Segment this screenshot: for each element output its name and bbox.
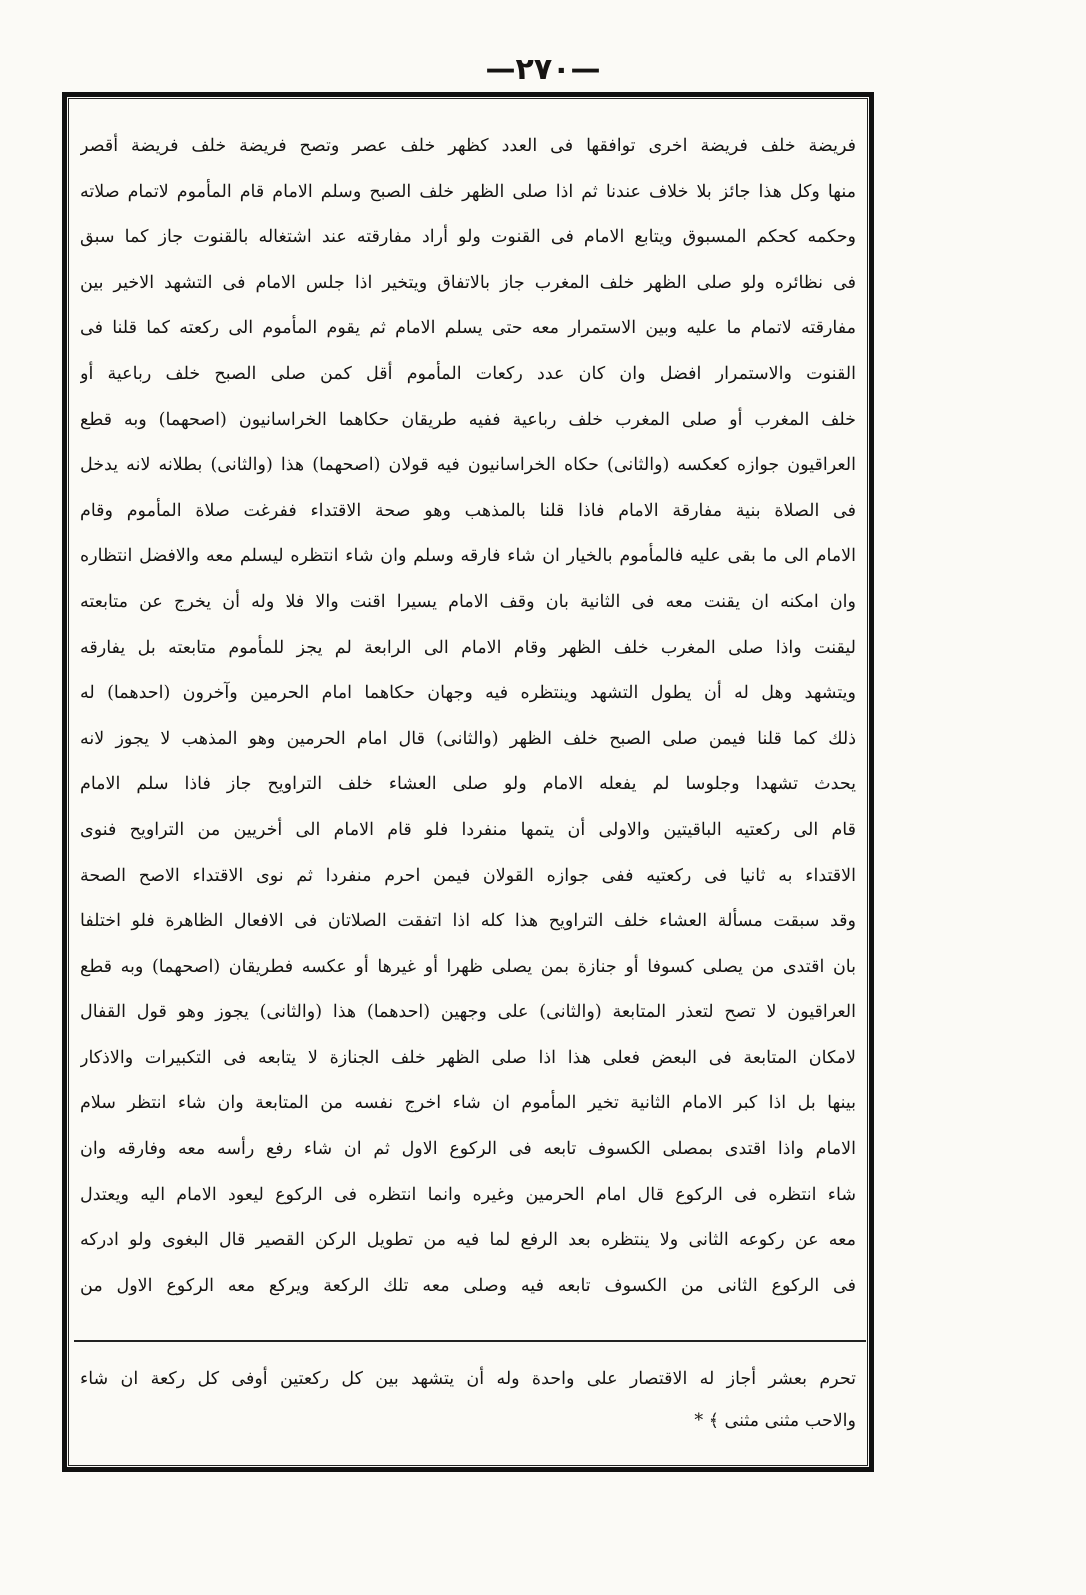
text-line: معه عن ركوعه الثانى ولا ينتظره بعد الرفع لما فيه من تطويل الركن القصير قال البغوى ولو ادركه (80, 1230, 856, 1251)
text-line: خلف المغرب أو صلى المغرب خلف رباعية ففيه طريقان حكاهما الخراسانيون (اصحهما) وبه قطع (80, 409, 856, 430)
text-line: وقد سبقت مسألة العشاء خلف التراويح هذا كله اذا اتفقت الصلاتان فى الافعال الظاهرة فلو اختلفا (80, 911, 856, 932)
text-line: الامام الى ما بقى عليه فالمأموم بالخيار ان شاء فارقه وسلم وان شاء انتظره ليسلم معه والافضل انتظاره (80, 546, 856, 567)
text-line: بينها بل اذا كبر الامام الثانية تخير المأموم ان شاء اخرج نفسه من المتابعة وان شاء انتظر سلام (80, 1093, 856, 1114)
text-line: لامكان المتابعة فى البعض فعلى هذا اذا صلى الظهر خلف الجنازة لا يتابعه فى التكبيرات والاذكار (80, 1047, 856, 1068)
text-line: ليقنت واذا صلى المغرب خلف الظهر وقام الامام الى الرابعة لم يجز للمأموم متابعته بل يفارقه (80, 637, 856, 658)
text-line: فى الركوع الثانى من الكسوف تابعه فيه وصلى معه تلك الركعة ويركع معه الركوع الاول من (80, 1275, 856, 1296)
page-number: —٢٧٠— (485, 52, 601, 87)
text-line: وحكمه كحكم المسبوق ويتابع الامام فى القنوت ولو أراد مفارقته عند اشتغاله بالقنوت جاز كما سبق (80, 227, 856, 248)
text-line: ذلك كما قلنا فيمن صلى الصبح خلف الظهر (والثانى) قال امام الحرمين وهو المذهب لا يجوز لانه (80, 728, 856, 749)
text-line: فى نظائره ولو صلى الظهر خلف المغرب جاز بالاتفاق ويتخير اذا جلس الامام فى التشهد الاخير بين (80, 272, 856, 293)
text-line: فى الصلاة بنية مفارقة الامام فاذا قلنا بالمذهب وهو صحة الاقتداء ففرغت صلاة المأموم وقام (80, 500, 856, 521)
footnote (80, 1358, 856, 1442)
text-line: فريضة خلف فريضة اخرى توافقها فى العدد كظهر خلف عصر وتصح فريضة خلف فريضة أقصر (80, 136, 856, 156)
text-line: الاقتداء به ثانيا فى ركعتيه ففى جوازه القولان فيمن احرم منفردا ثم نوى الاقتداء الاصح الصحة (80, 865, 856, 886)
text-line: منها وكل هذا جائز بلا خلاف عندنا ثم اذا صلى الظهر خلف الصبح وسلم الامام قام المأموم لاتمام صلاته (80, 181, 856, 202)
text-line: يحدث تشهدا وجلوسا لم يفعله الامام ولو صلى العشاء خلف التراويح جاز فاذا سلم الامام (80, 774, 856, 795)
footnote-line: والاحب مثنى مثنى ﴾ * (694, 1411, 856, 1431)
main-text (80, 124, 856, 1309)
text-line: شاء انتظره فى الركوع قال امام الحرمين وغيره وانما انتظره فى الركوع ليعود الامام اليه ويعتدل (80, 1184, 856, 1205)
text-line: ويتشهد وهل له أن يطول التشهد وينتظره فيه وجهان حكاهما امام الحرمين وآخرون (احدهما) له (80, 683, 856, 704)
text-line: الامام واذا اقتدى بمصلى الكسوف تابعه فى الركوع الاول ثم ان شاء رفع رأسه معه وفارقه وان (80, 1139, 856, 1160)
text-line: العراقيون جوازه كعكسه (والثانى) حكاه الخراسانيون فيه قولان (اصحهما) هذا (والثانى) بطلانه لانه يدخل (80, 455, 856, 476)
text-line: بان اقتدى من يصلى كسوفا أو جنازة بمن يصلى ظهرا أو غيرها أو عكسه فطريقان (اصحهما) وبه قطع (80, 956, 856, 977)
text-line: وان امكنه ان يقنت معه فى الثانية بان وقف الامام يسيرا اقنت والا فلا وله أن يخرج عن متابعته (80, 591, 856, 612)
footnote-line: تحرم بعشر أجاز له الاقتصار على واحدة وله أن يتشهد بين كل ركعتين أوفى كل ركعة ان شاء (80, 1369, 856, 1389)
text-line: القنوت والاستمرار افضل وان كان عدد ركعات المأموم أقل كمن صلى الصبح خلف رباعية أو (80, 363, 856, 384)
text-line: العراقيون لا تصح لتعذر المتابعة (والثانى) على وجهين (احدهما) هذا (والثانى) يجوز وهو قول القفال (80, 1002, 856, 1023)
footnote-separator (74, 1340, 866, 1342)
text-line: قام الى ركعتيه الباقيتين والاولى أن يتمها منفردا فلو قام الامام الى أخريين من التراويح فنوى (80, 819, 856, 840)
text-line: مفارقته لاتمام ما عليه وبين الاستمرار معه حتى يسلم الامام ثم يقوم المأموم الى ركعته كما قلنا فى (80, 318, 856, 339)
